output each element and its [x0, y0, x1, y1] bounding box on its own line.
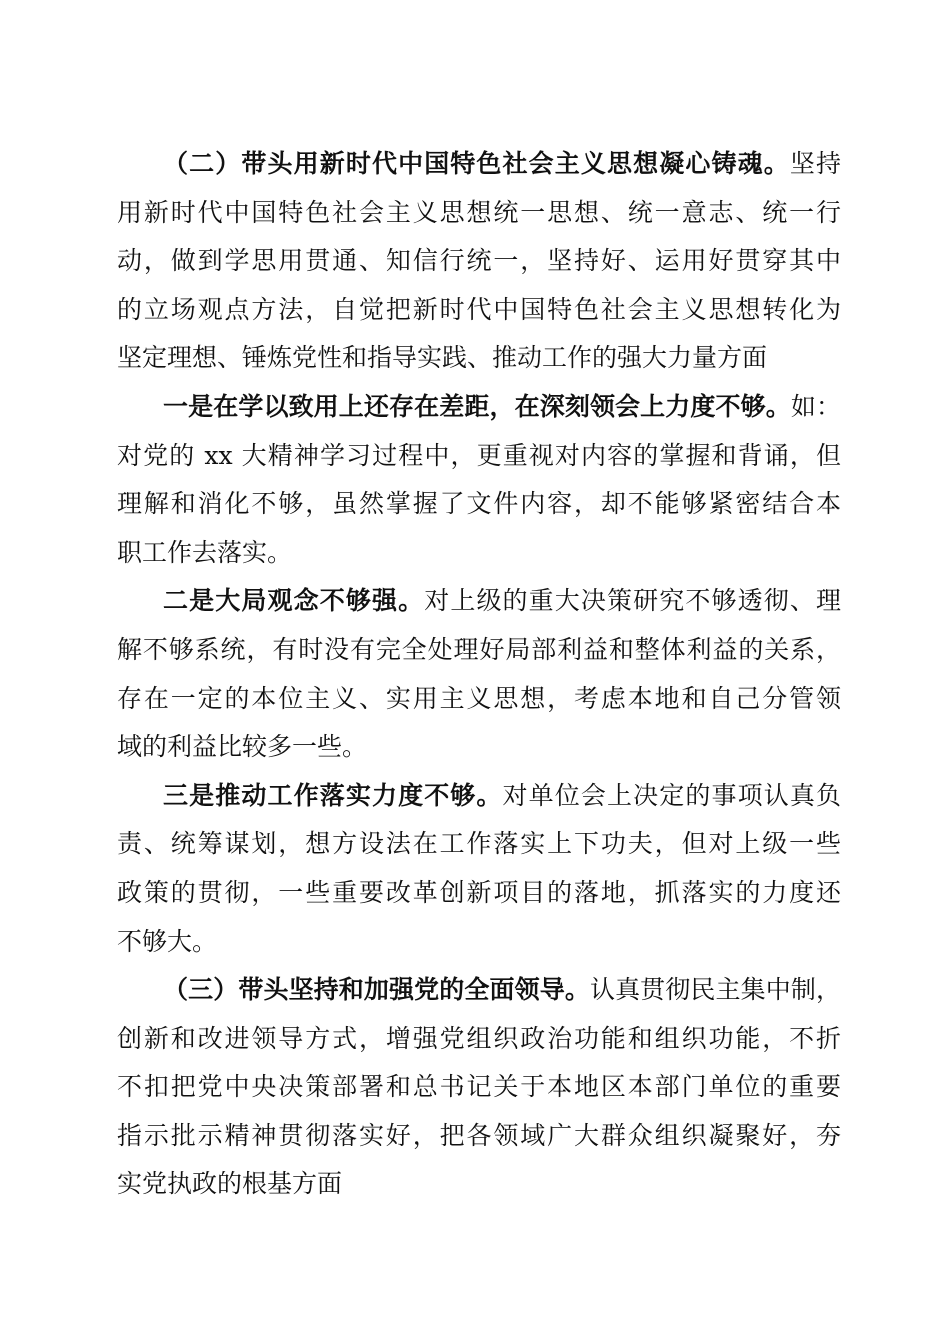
body-text: 坚定理想、锤炼党性和指导实践、推动工作的强大力量方面 — [117, 343, 768, 373]
text-line — [117, 383, 841, 432]
body-text: 认真贯彻民主集中制， — [589, 975, 841, 1005]
text-line — [117, 140, 841, 189]
body-text: 指示批示精神贯彻落实好，把各领域广大群众组织凝聚好，夯 — [117, 1120, 841, 1150]
bold-heading-text: 三是推动工作落实力度不够。 — [163, 780, 503, 810]
text-line — [117, 189, 841, 238]
paragraph-section-2 — [117, 140, 841, 383]
text-line — [117, 869, 841, 918]
body-text: 创新和改进领导方式，增强党组织政治功能和组织功能，不折 — [117, 1023, 841, 1053]
text-line — [117, 1015, 841, 1064]
body-text: 不够大。 — [117, 926, 218, 956]
text-line — [117, 1063, 841, 1112]
body-text: 职工作去落实。 — [117, 537, 293, 567]
body-text: 对上级的重大决策研究不够透彻、理 — [424, 586, 841, 616]
bold-heading-text: 一是在学以致用上还存在差距，在深刻领会上力度不够。 — [163, 391, 791, 421]
text-line — [117, 966, 841, 1015]
body-text: 责、统筹谋划，想方设法在工作落实上下功夫，但对上级一些 — [117, 829, 841, 859]
text-line — [117, 626, 841, 675]
body-text: 坚持 — [789, 149, 841, 178]
text-line — [117, 772, 841, 821]
bold-heading-text: 二是大局观念不够强。 — [163, 586, 425, 616]
text-line — [117, 723, 841, 772]
paragraph-item-1 — [117, 383, 841, 577]
text-line — [117, 529, 841, 578]
text-line — [117, 577, 841, 626]
text-line — [117, 1160, 841, 1209]
body-text: 对单位会上决定的事项认真负 — [502, 780, 841, 810]
text-line — [117, 820, 841, 869]
body-text: 政策的贯彻，一些重要改革创新项目的落地，抓落实的力度还 — [117, 877, 841, 907]
body-text: 用新时代中国特色社会主义思想统一思想、统一意志、统一行 — [117, 197, 841, 227]
text-line — [117, 1112, 841, 1161]
body-text: 存在一定的本位主义、实用主义思想，考虑本地和自己分管领 — [117, 683, 841, 713]
body-text: 的立场观点方法，自觉把新时代中国特色社会主义思想转化为 — [117, 294, 841, 324]
text-line — [117, 480, 841, 529]
body-text: 理解和消化不够，虽然掌握了文件内容，却不能够紧密结合本 — [117, 489, 841, 519]
paragraph-item-3 — [117, 772, 841, 966]
bold-heading-text: （二）带头用新时代中国特色社会主义思想凝心铸魂。 — [163, 149, 790, 178]
body-text: 不扣把党中央决策部署和总书记关于本地区本部门单位的重要 — [117, 1072, 841, 1102]
paragraph-item-2 — [117, 577, 841, 771]
text-line — [117, 286, 841, 335]
text-line — [117, 918, 841, 967]
bold-heading-text: （三）带头坚持和加强党的全面领导。 — [163, 975, 590, 1005]
paragraph-section-3 — [117, 966, 841, 1209]
body-text: 域的利益比较多一些。 — [117, 732, 368, 762]
body-text: 对党的 xx 大精神学习过程中，更重视对内容的掌握和背诵，但 — [117, 440, 841, 470]
body-text: 解不够系统，有时没有完全处理好局部利益和整体利益的关系， — [117, 634, 841, 664]
body-text: 如： — [790, 391, 841, 421]
text-line — [117, 675, 841, 724]
document-body — [117, 140, 841, 1209]
body-text: 动，做到学思用贯通、知信行统一，坚持好、运用好贯穿其中 — [117, 246, 841, 276]
body-text: 实党执政的根基方面 — [117, 1169, 343, 1199]
text-line — [117, 334, 841, 383]
text-line — [117, 237, 841, 286]
text-line — [117, 432, 841, 481]
